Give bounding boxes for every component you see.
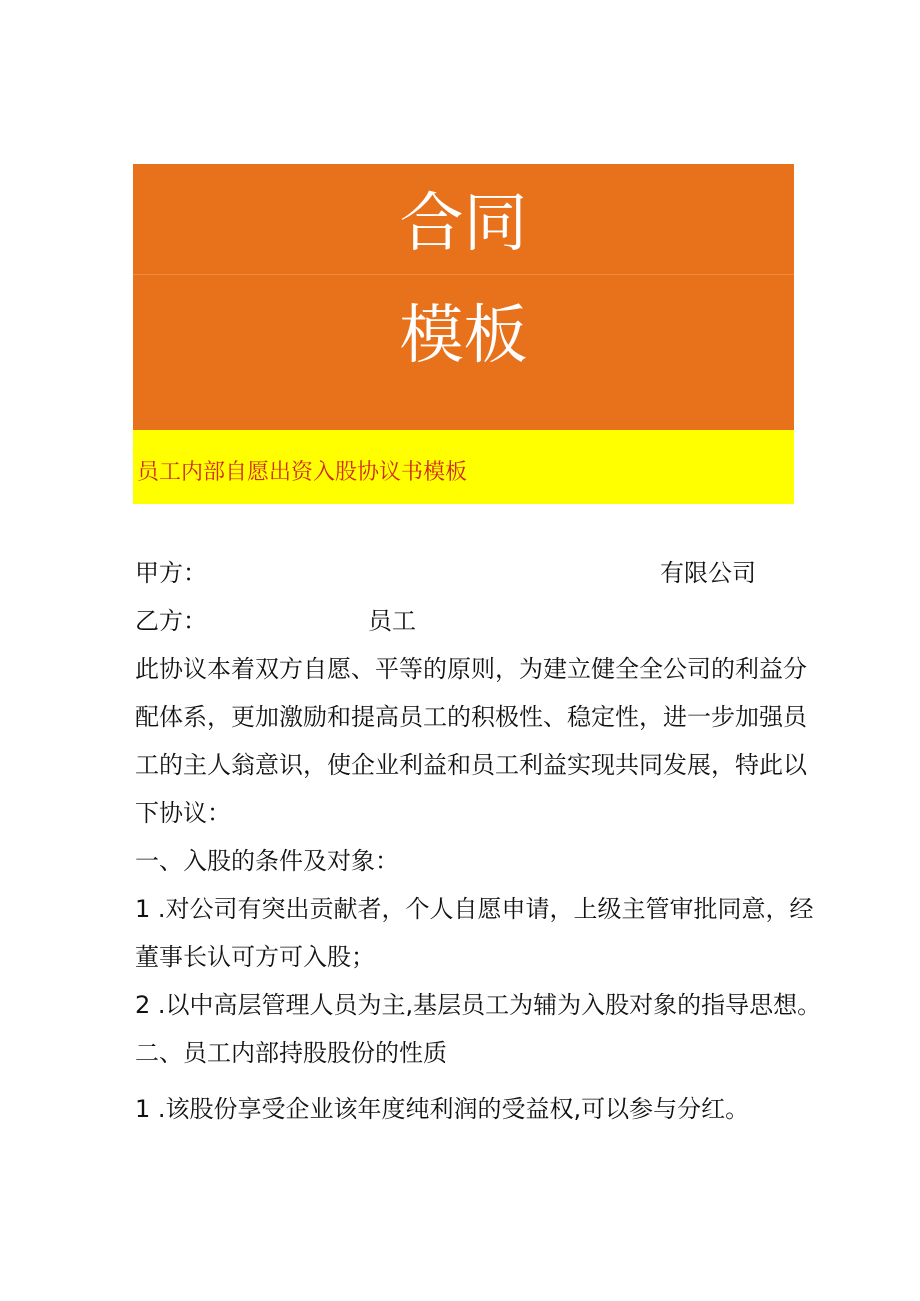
party-a-label: 甲方： (135, 559, 207, 587)
section-heading: 一、入股的条件及对象： (135, 847, 399, 875)
banner-divider (133, 274, 794, 275)
body-line: 此协议本着双方自愿、平等的原则，为建立健全全公司的利益分 (135, 655, 807, 683)
body-line: 工的主人翁意识，使企业利益和员工利益实现共同发展，特此以 (135, 751, 807, 779)
clause-item: 1 .对公司有突出贡献者，个人自愿申请，上级主管审批同意，经 (135, 895, 814, 923)
subtitle-bar (133, 430, 794, 504)
party-a-value: 有限公司 (660, 559, 756, 587)
banner-title-line2: 模板 (399, 299, 528, 373)
clause-item: 1 .该股份享受企业该年度纯利润的受益权,可以参与分红。 (135, 1095, 750, 1123)
banner-title-line1: 合同 (399, 187, 528, 261)
title-banner (133, 164, 794, 430)
body-line: 配体系，更加激励和提高员工的积极性、稳定性，进一步加强员 (135, 703, 807, 731)
document-subtitle: 员工内部自愿出资入股协议书模板 (137, 460, 468, 485)
party-b-value: 员工 (368, 607, 416, 635)
section-heading: 二、员工内部持股股份的性质 (135, 1039, 447, 1067)
body-line: 下协议： (135, 799, 231, 827)
clause-item: 2 .以中高层管理人员为主,基层员工为辅为入股对象的指导思想。 (135, 991, 822, 1019)
party-b-label: 乙方： (135, 607, 207, 635)
clause-item: 董事长认可方可入股； (135, 943, 375, 971)
